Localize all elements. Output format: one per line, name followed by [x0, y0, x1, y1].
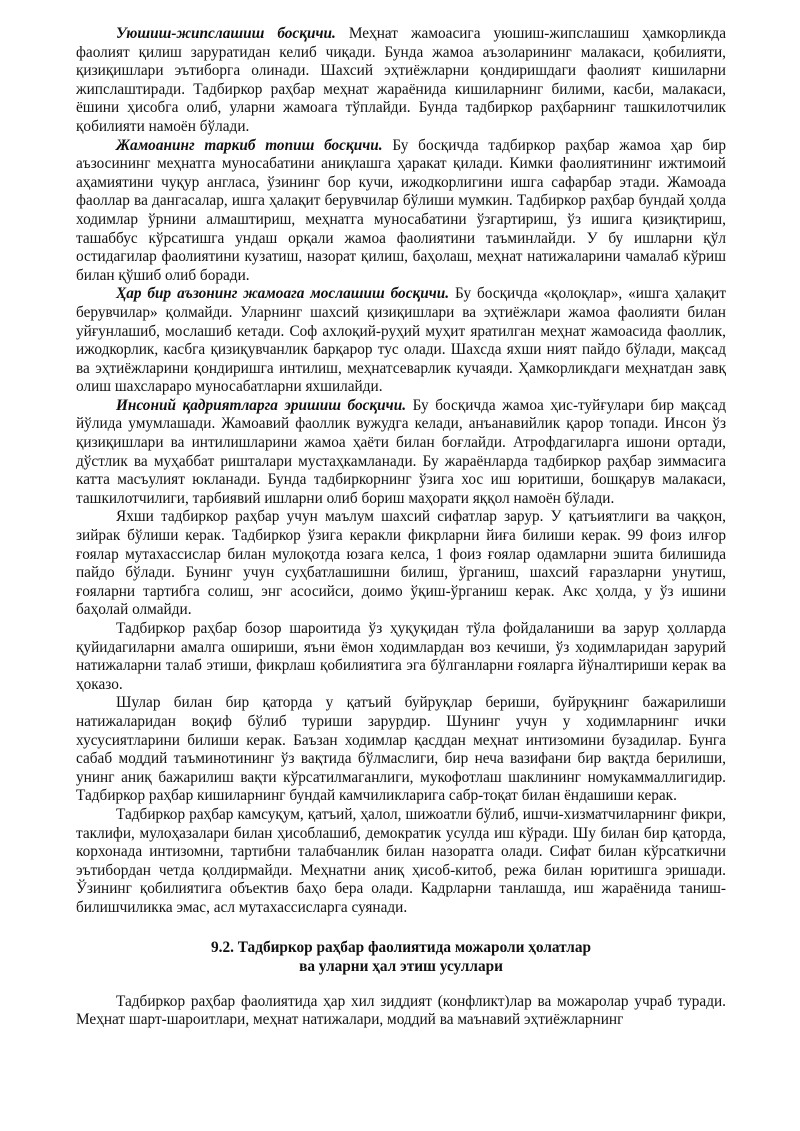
paragraph-text: Шулар билан бир қаторда у қатъий буйруқлар бериши, буйруқнинг бажарилиши натижаларидан воқиф бўлиб туриши зарурдир. Шунинг учун у ходимларнинг ички хусусиятларини билиши керак. Баъзан ходимлар қасддан меҳнат интизомини бузадилар. Бунга сабаб моддий таъминотининг ўз вақтида бўлмаслиги, бир неча вазифани бир вақтда берилиши, унинг аниқ бажарилиш вақти кўрсатилмаганлиги, мукофотлаш шаклининг номукаммаллигидир. Тадбиркор раҳбар кишиларнинг бундай камчиликларига сабр-тоқат билан ёндашиши керак. [76, 694, 726, 805]
document-page [76, 25, 726, 1030]
section-heading-line2: ва уларни ҳал этиш усуллари [299, 957, 503, 975]
section-heading-line1: 9.2. Тадбиркор раҳбар фаолиятида можароли ҳолатлар [210, 938, 592, 956]
paragraph-text: Бу босқичда «қолоқлар», «ишга ҳалақит берувчилар» қолмайди. Уларнинг шахсий қизиқишлари ва эҳтиёжлари жамоа фаолияти билан уйғунлашиб, мослашиб кетади. Соф ахлоқий-руҳий муҳит яратилган меҳнат жамоасида фаоллик, ижодкорлик, касбга қизиқувчанлик барқарор тус олади. Шахсда яхши ният пайдо бўлади, мақсад ва эҳтиёжларини қондиришга интилиш, меҳнатсеварлик кучаяди. Ҳамкорликдаги меҳнатдан завқ олиш шахсларaро муносабатларни яхшилайди. [76, 285, 727, 396]
paragraph-text: Яхши тадбиркор раҳбар учун маълум шахсий сифатлар зарур. У қатъиятлиги ва чаққон, зийрак бўлиши керак. Тадбиркор ўзига керакли фикрларни йиға билиши керак. 99 фоиз илғор ғоялар мутахассислар билан мулоқотда юзага келса, 1 фоиз ғоялар одамларни эшита билишида пайдо бўлади. Бунинг учун суҳбатлашишни билиш, ўрганиш, шахсий ғаразларни унутиш, ғояларни тартибга солиш, энг асосийси, доимо ўқиш-ўрганиш керак. Акс ҳолда, у ўз ишини баҳолай олмайди. [76, 508, 726, 619]
paragraph-human-values-stage [76, 397, 726, 509]
paragraph-text: Бу босқичда жамоа ҳис-туйғулари бир мақсад йўлида умумлашади. Жамоавий фаоллик вужудга келади, анъанавийлик қарор топади. Инсон ўз қизиқишлари ва интилишларини жамоа ҳаёти билан боғлайди. Атрофдагиларга ишони ортади, дўстлик ва муҳаббат ришталари мустаҳкамланади. Бу жараёнларда тадбиркор раҳбар зиммасига катта масъулият юкланади. Бунда тадбиркорнинг ўзига хос иш юритиши, бошқарув малакаси, ташкилотчилиги, тарбиявий ишларни олиб бориш маҳорати яққол намоён бўлади. [76, 396, 726, 507]
paragraph-text: Меҳнат жамоасига уюшиш-жипслашиш ҳамкорликда фаолият қилиш заруратидан келиб чиқади. Бунда жамоа аъзоларининг малакаси, қобилияти, қизиқишлари эътиборга олинади. Шахсий эҳтиёжларни қондиришдаги фаолият кишиларни жипслаштиради. Тадбиркор раҳбар меҳнат жараёнида кишиларнинг билими, касби, малакаси, ёшини ҳисобга олиб, уларни жамоага тўплайди. Бунда тадбиркор раҳбарнинг ташкилотчилик қобилияти намоён бўлади. [76, 25, 727, 135]
paragraph-market-rights [76, 620, 726, 694]
paragraph-text: Тадбиркор раҳбар бозор шароитида ўз ҳуқуқидан тўла фойдаланиши ва зарур ҳолларда қуйидагиларни амалга ошириши, яъни ёмон ходимлардан воз кечиши, ўз ходимларидан зарурий натижаларни талаб этиши, фикрлаш қобилиятига эга бўлганларни ғояларга йўналтириши керак ва ҳоказо. [76, 620, 726, 693]
paragraph-lead: Уюшиш-жипслашиш босқичи. [116, 25, 336, 42]
paragraph-text: Тадбиркор раҳбар фаолиятида ҳар хил зиддият (конфликт)лар ва можаролар учраб туради. Меҳнат шарт-шароитлари, меҳнат натижалари, моддий ва маънавий эҳтиёжларнинг [76, 992, 726, 1029]
paragraph-member-adaptation-stage [76, 285, 726, 397]
paragraph-lead: Инсоний қадриятларга эришиш босқичи. [116, 396, 407, 414]
paragraph-text: Тадбиркор раҳбар камсуқум, қатъий, ҳалол, шижоатли бўлиб, ишчи-хизматчиларнинг фикри, таклифи, мулоҳазалари билан ҳисоблашиб, демократик усулда иш кўради. Шу билан бир қаторда, корхонада интизомни, тартибни талабчанлик билан назоратга олади. Сифат билан кўрсаткични эътибордан четда қолдирмайди. Меҳнатни аниқ ҳисоб-китоб, режа билан юритишга эришади. Ўзининг қобилиятига объектив баҳо бера олади. Кадрларни танлашда, иш жараёнида таниш-билишчиликка эмас, асл мутахассисларга суянади. [76, 805, 726, 916]
section-heading [76, 938, 726, 976]
paragraph-firm-orders [76, 694, 726, 806]
paragraph-lead: Ҳар бир аъзонинг жамоага мослашиш босқичи. [116, 285, 450, 303]
paragraph-conflicts-intro [76, 993, 726, 1030]
paragraph-team-formation-stage [76, 137, 726, 286]
paragraph-lead: Жамоанинг таркиб топиш босқичи. [116, 136, 383, 154]
paragraph-text: Бу босқичда тадбиркор раҳбар жамоа ҳар бир аъзосининг меҳнатга муносабатини аниқлашга ҳаракат қилади. Кимки фаолиятининг ижтимоий аҳамиятини чуқур англаса, ўзининг бор кучи, ижодкорлигини ишга сафарбар этади. Жамоада фаоллар ва дангасалар, ишга ҳалақит берувчилар бўлиши мумкин. Тадбиркор раҳбар бундай ҳолда ходимлар ўрнини алмаштириш, меҳнатга муносабатини ўзгартириш, ўз ишига қизиқтириш, ташаббус кўрсатишга ундаш орқали жамоа фаолиятини таъминлайди. У бу ишларни қўл остидагилар фаолиятини кузатиш, назорат қилиш, баҳолаш, меҳнат натижаларини чамалаб кўриш билан қўшиб олиб боради. [76, 136, 726, 284]
paragraph-leader-traits [76, 806, 726, 918]
paragraph-personal-qualities [76, 508, 726, 620]
paragraph-organization-stage [76, 25, 726, 137]
